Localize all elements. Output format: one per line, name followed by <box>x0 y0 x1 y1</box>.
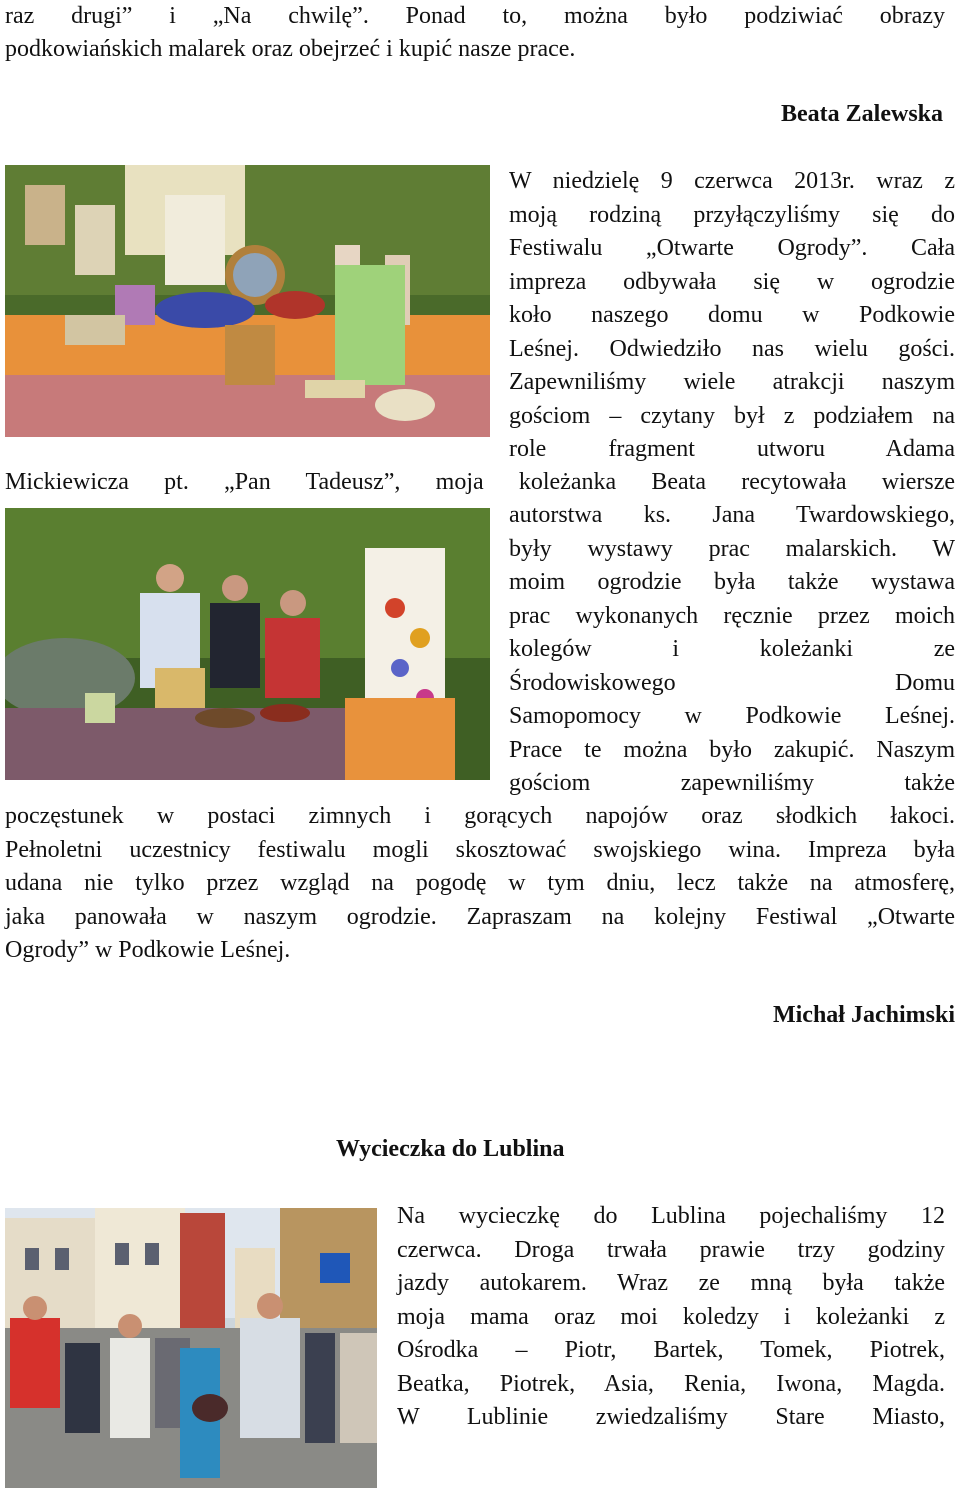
text-line: role fragment utworu Adama <box>509 436 955 462</box>
text-line: Samopomocy w Podkowie Leśnej. <box>509 703 955 729</box>
text-line: gościom – czytany był z podziałem na <box>509 402 955 429</box>
text-line: moja mama oraz moi koledzy i koleżanki z <box>397 1303 945 1330</box>
craft-table-photo <box>5 165 490 437</box>
article1-wrap-block-1 <box>509 165 955 467</box>
text-line: czerwca. Droga trwała prawie trzy godziny <box>397 1236 945 1263</box>
text-line: W Lublinie zwiedzaliśmy Stare Miasto, <box>397 1404 945 1430</box>
text-line: Ośrodka – Piotr, Bartek, Tomek, Piotrek, <box>397 1337 945 1363</box>
text-line: Na wycieczkę do Lublina pojechaliśmy 12 <box>397 1203 945 1229</box>
text-line: moją rodziną przyłączyliśmy się do <box>509 201 955 228</box>
text-line: gościom zapewniliśmy także <box>509 770 955 796</box>
text-line: koło naszego domu w Podkowie <box>509 302 955 328</box>
text-line: jazdy autokarem. Wraz ze mną była także <box>397 1270 945 1296</box>
text-line: udana nie tylko przez wzgląd na pogodę w tym dniu, lecz także na atmosferę, <box>5 870 955 896</box>
text-line: Zapewniliśmy wiele atrakcji naszym <box>509 369 955 395</box>
intro-line-2: podkowiańskich malarek oraz obejrzeć i kupić nasze prace. <box>5 36 576 62</box>
text-line: poczęstunek w postaci zimnych i gorących napojów oraz słodkich łakoci. <box>5 803 955 829</box>
article1-tail-block <box>5 800 955 968</box>
article2-text-block <box>397 1200 945 1435</box>
text-line: Festiwalu „Otwarte Ogrody”. Cała <box>509 235 955 261</box>
garden-group-photo <box>5 508 490 780</box>
text-line: Pełnoletni uczestnicy festiwalu mogli skosztować swojskiego wina. Impreza była <box>5 836 955 863</box>
author-signature-1: Beata Zalewska <box>781 101 943 127</box>
article1-full-line: Mickiewicza pt. „Pan Tadeusz”, moja koleżanka Beata recytowała wiersze <box>5 469 955 495</box>
text-line: Beatka, Piotrek, Asia, Renia, Iwona, Magda. <box>397 1370 945 1397</box>
lublin-trip-photo <box>5 1208 377 1488</box>
article2-title: Wycieczka do Lublina <box>336 1136 565 1162</box>
text-line: Środowiskowego Domu <box>509 669 955 696</box>
text-line: Prace te można było zakupić. Naszym <box>509 736 955 763</box>
text-line: prac wykonanych ręcznie przez moich <box>509 602 955 629</box>
text-line: autorstwa ks. Jana Twardowskiego, <box>509 502 955 528</box>
text-line: Leśnej. Odwiedziło nas wielu gości. <box>509 335 955 362</box>
text-line: kolegów i koleżanki ze <box>509 636 955 662</box>
article1-wrap-block-2 <box>509 499 955 801</box>
author-signature-2: Michał Jachimski <box>772 1002 955 1028</box>
text-line: W niedzielę 9 czerwca 2013r. wraz z <box>509 168 955 194</box>
intro-line-1: raz drugi” i „Na chwilę”. Ponad to, można było podziwiać obrazy <box>5 3 945 29</box>
text-line: impreza odbywała się w ogrodzie <box>509 268 955 295</box>
text-line: Ogrody” w Podkowie Leśnej. <box>5 937 291 963</box>
text-line: jaka panowała w naszym ogrodzie. Zapraszam na kolejny Festiwal „Otwarte <box>5 903 955 930</box>
text-line: były wystawy prac malarskich. W <box>509 535 955 562</box>
text-line: moim ogrodzie była także wystawa <box>509 569 955 595</box>
